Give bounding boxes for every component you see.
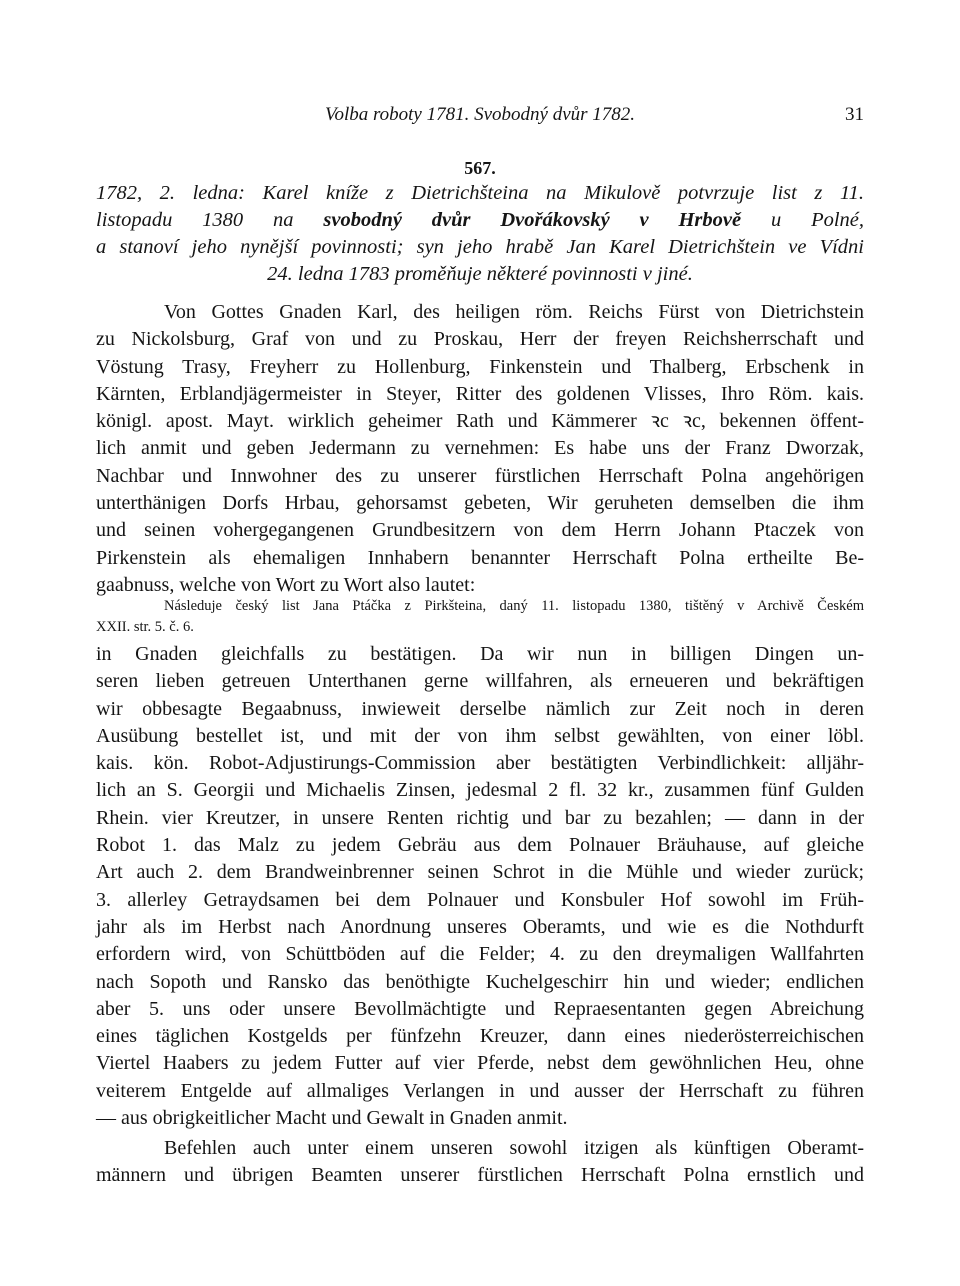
text-line: gaabnuss, welche von Wort zu Wort also lautet: — [96, 573, 476, 596]
text-line: aber 5. uns oder unsere Bevollmächtigte und Repraesentanten gegen Abreichung — [96, 997, 864, 1020]
text-line: Rhein. vier Kreutzer, in unsere Renten richtig und bar zu bezahlen; — dann in der — [96, 806, 864, 829]
text-line: männern und übrigen Beamten unserer fürstlichen Herrschaft Polna ernstlich und — [96, 1164, 864, 1187]
text-line: veiterem Entgelde auf allmaliges Verlangen in und ausser der Herrschaft zu führen — [96, 1079, 864, 1102]
text-line: Pirkenstein als ehemaligen Innhabern benannter Herrschaft Polna ertheilte Be- — [96, 546, 864, 569]
text-line: Art auch 2. dem Brandweinbrenner seinen Schrot in die Mühle und wieder zurück; — [96, 861, 864, 884]
regest-emphasis: svobodný dvůr Dvořákovský v Hrbově — [323, 209, 742, 231]
text-line: 3. allerley Getraydsamen bei dem Polnauer und Konsbuler Hof sowohl im Früh- — [96, 888, 864, 911]
text-line: erfordern wird, von Schüttböden auf die Felder; 4. zu den dreymaligen Wallfahrten — [96, 943, 864, 966]
regest-fragment: u Polné, — [770, 209, 865, 231]
text-line: Von Gottes Gnaden Karl, des heiligen röm. Reichs Fürst von Dietrichstein — [164, 301, 864, 323]
page-number: 31 — [845, 104, 864, 125]
note-line: XXII. str. 5. č. 6. — [96, 619, 194, 635]
regest-line: 1782, 2. ledna: Karel kníže z Dietrichšteina na Mikulově potvrzuje list z 11. — [96, 182, 864, 204]
text-line: lich an S. Georgii und Michaelis Zinsen, jedesmal 2 fl. 32 kr., zusammen fünf Gulden — [96, 779, 864, 802]
text-line: unterthänigen Dorfs Hrbau, gehorsamst gebeten, Wir geruheten demselben die ihm — [96, 492, 864, 515]
text-line: nach Sopoth und Ransko das benöthigte Kuchelgeschirr hin und wieder; endlichen — [96, 970, 864, 993]
text-line: seren lieben getreuen Unterthanen gerne willfahren, als erneueren und bekräftigen — [96, 670, 864, 693]
text-line: jahr als im Herbst nach Anordnung unseres Oberamts, und wie es die Nothdurft — [96, 915, 864, 938]
document-number: 567. — [464, 158, 496, 178]
text-line: in Gnaden gleichfalls zu bestätigen. Da wir nun in billigen Dingen un- — [96, 643, 864, 665]
text-line: eines täglichen Kostgelds per fünfzehn Kreuzer, dann eines niederösterreichischen — [96, 1025, 864, 1048]
regest-summary — [96, 180, 864, 288]
text-line: zu Nickolsburg, Graf von und zu Proskau, Herr der freyen Reichsherrschaft und — [96, 328, 864, 351]
paragraph-3 — [96, 1135, 864, 1190]
text-line: und seinen vohergegangenen Grundbesitzern von dem Herrn Johann Ptaczek von — [96, 519, 864, 542]
text-line: wir obbesagte Begaabnuss, inwieweit derselbe nämlich zur Zeit noch in deren — [96, 697, 864, 720]
paragraph-2 — [96, 641, 864, 1132]
text-line: Viertel Haabers zu jedem Futter auf vier Pferde, nebst dem gewöhnlichen Heu, ohne — [96, 1052, 864, 1075]
text-line: Nachbar und Innwohner des zu unserer fürstlichen Herrschaft Polna angehörigen — [96, 464, 864, 487]
text-line: Kärnten, Erblandjägermeister in Steyer, Ritter des goldenen Vlisses, Ihro Röm. kais. — [96, 382, 864, 405]
text-line: kais. kön. Robot-Adjustirungs-Commission aber bestätigten Verbindlichkeit: alljähr- — [96, 752, 864, 775]
text-line: Vöstung Trasy, Freyherr zu Hollenburg, Finkenstein und Thalberg, Erbschenk in — [96, 355, 864, 378]
running-title: Volba roboty 1781. Svobodný dvůr 1782. — [324, 104, 636, 125]
text-line: lich anmit und geben Jedermann zu vernehmen: Es habe uns der Franz Dworzak, — [96, 437, 864, 460]
regest-fragment: listopadu 1380 na — [96, 209, 294, 231]
editorial-note — [96, 596, 864, 638]
page-header — [96, 104, 864, 134]
text-line: königl. apost. Mayt. wirklich geheimer Rath und Kämmerer ꝛc ꝛc, bekennen öffent- — [96, 410, 864, 433]
regest-line: 24. ledna 1783 proměňuje některé povinnosti v jiné. — [267, 263, 693, 285]
regest-line — [96, 207, 864, 234]
paragraph-1 — [96, 299, 864, 599]
text-line: Robot 1. das Malz zu jedem Gebräu aus dem Polnauer Bräuhause, auf gleiche — [96, 834, 864, 857]
regest-line: a stanoví jeho nynější povinnosti; syn jeho hrabě Jan Karel Dietrichštein ve Vídni — [96, 236, 864, 258]
text-line: Ausübung bestellet ist, und mit der von ihm selbst gewählten, von einer löbl. — [96, 724, 864, 747]
text-line: Befehlen auch unter einem unseren sowohl itzigen als künftigen Oberamt- — [164, 1137, 864, 1159]
text-line: — aus obrigkeitlicher Macht und Gewalt in Gnaden anmit. — [96, 1107, 568, 1130]
note-line: Následuje český list Jana Ptáčka z Pirkšteina, daný 11. listopadu 1380, tištěný v Archivě Českém — [164, 598, 864, 614]
